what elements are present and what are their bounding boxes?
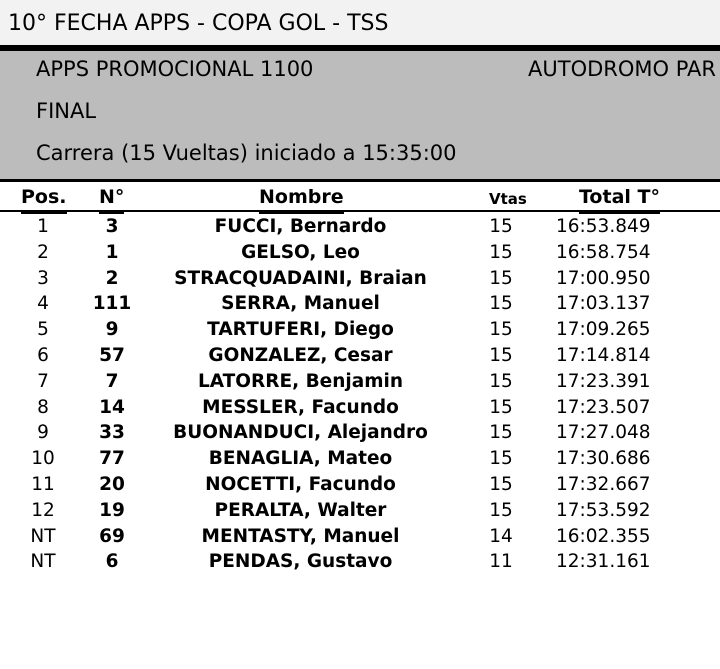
result-laps: 15 — [489, 241, 513, 263]
table-row — [0, 446, 720, 472]
result-pos: 3 — [37, 267, 49, 289]
table-row — [0, 266, 720, 292]
header-pos: Pos. — [21, 186, 67, 214]
result-name: FUCCI, Bernardo — [214, 216, 387, 237]
venue-label: AUTODROMO PAR — [528, 57, 716, 81]
result-pos: 10 — [31, 448, 55, 470]
result-number: 57 — [99, 344, 125, 366]
table-row — [0, 395, 720, 421]
event-info-panel — [0, 51, 720, 179]
result-name: MESSLER, Facundo — [202, 396, 399, 418]
header-laps: Vtas — [489, 190, 527, 208]
header-total-time: Total T° — [579, 186, 660, 214]
table-row — [0, 420, 720, 446]
result-laps: 15 — [489, 448, 513, 470]
header-name: Nombre — [259, 186, 344, 214]
result-laps: 15 — [489, 319, 513, 341]
table-row — [0, 291, 720, 317]
result-name: TARTUFERI, Diego — [207, 319, 394, 341]
result-name: BENAGLIA, Mateo — [208, 448, 393, 470]
result-number: 6 — [105, 551, 119, 573]
race-info-label: Carrera (15 Vueltas) iniciado a 15:35:00 — [36, 141, 457, 165]
result-time: 16:53.849 — [556, 216, 651, 237]
table-row — [0, 498, 720, 524]
result-number: 7 — [105, 370, 119, 392]
result-laps: 15 — [489, 422, 513, 444]
result-name: LATORRE, Benjamin — [197, 370, 404, 392]
result-name: BUONANDUCI, Alejandro — [173, 422, 428, 444]
table-row — [0, 549, 720, 575]
result-time: 12:31.161 — [556, 551, 651, 573]
result-number: 9 — [105, 319, 119, 341]
header-number: N° — [99, 186, 124, 214]
result-time: 17:30.686 — [556, 448, 651, 470]
result-number: 19 — [99, 499, 125, 521]
result-pos: 11 — [31, 473, 55, 495]
result-pos: 2 — [37, 241, 49, 263]
table-row — [0, 369, 720, 395]
result-number: 77 — [99, 448, 125, 470]
result-time: 17:32.667 — [556, 473, 651, 495]
result-laps: 15 — [489, 499, 513, 521]
result-laps: 14 — [489, 525, 513, 547]
result-pos: 7 — [37, 370, 49, 392]
result-pos: 9 — [37, 422, 49, 444]
result-name: MENTASTY, Manuel — [201, 525, 400, 547]
result-name: PERALTA, Walter — [214, 499, 387, 521]
session-label: FINAL — [36, 99, 97, 123]
result-time: 17:00.950 — [556, 267, 651, 289]
result-pos: 4 — [37, 293, 49, 315]
result-name: GELSO, Leo — [241, 241, 360, 263]
table-row — [0, 524, 720, 550]
result-pos: 5 — [37, 319, 49, 341]
result-pos: NT — [30, 525, 56, 547]
result-time: 17:23.507 — [556, 396, 651, 418]
result-laps: 15 — [489, 293, 513, 315]
result-time: 16:02.355 — [556, 525, 651, 547]
result-time: 17:27.048 — [556, 422, 651, 444]
result-time: 17:14.814 — [556, 344, 651, 366]
result-pos: 6 — [37, 344, 49, 366]
result-number: 14 — [99, 396, 125, 418]
result-time: 17:03.137 — [556, 293, 651, 315]
result-time: 17:53.592 — [556, 499, 651, 521]
result-time: 16:58.754 — [556, 241, 651, 263]
result-laps: 11 — [489, 551, 513, 573]
category-label: APPS PROMOCIONAL 1100 — [36, 57, 314, 81]
info-divider — [0, 179, 720, 182]
result-number: 20 — [99, 473, 125, 495]
table-row — [0, 240, 720, 266]
table-row — [0, 214, 720, 240]
result-name: STRACQUADAINI, Braian — [174, 267, 427, 289]
result-number: 2 — [105, 267, 119, 289]
result-name: NOCETTI, Facundo — [205, 473, 396, 495]
result-laps: 15 — [489, 370, 513, 392]
result-pos: 8 — [37, 396, 49, 418]
result-name: SERRA, Manuel — [221, 293, 380, 315]
result-name: PENDAS, Gustavo — [208, 551, 393, 573]
result-laps: 15 — [489, 396, 513, 418]
result-time: 17:09.265 — [556, 319, 651, 341]
result-number: 69 — [99, 525, 125, 547]
result-laps: 15 — [489, 473, 513, 495]
result-laps: 15 — [489, 216, 513, 237]
result-number: 111 — [92, 293, 132, 315]
result-pos: 1 — [37, 216, 49, 237]
result-time: 17:23.391 — [556, 370, 651, 392]
table-row — [0, 343, 720, 369]
results-table — [0, 214, 720, 575]
result-name: GONZALEZ, Cesar — [208, 344, 393, 366]
result-pos: 12 — [31, 499, 55, 521]
result-number: 3 — [105, 216, 119, 237]
header-divider — [0, 210, 720, 212]
table-row — [0, 472, 720, 498]
result-pos: NT — [30, 551, 56, 573]
result-number: 33 — [99, 422, 125, 444]
result-laps: 15 — [489, 267, 513, 289]
page-title: 10° FECHA APPS - COPA GOL - TSS — [0, 0, 720, 46]
table-row — [0, 317, 720, 343]
result-number: 1 — [105, 241, 119, 263]
result-laps: 15 — [489, 344, 513, 366]
